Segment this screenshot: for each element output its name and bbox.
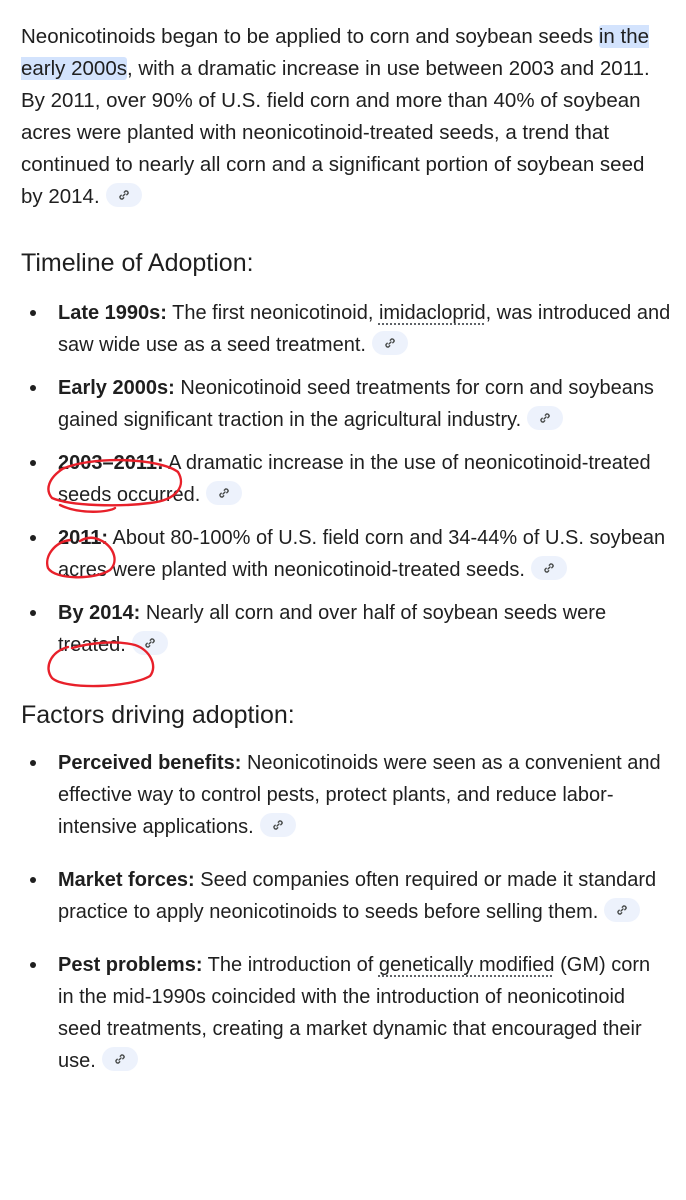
timeline-label: 2011:: [58, 527, 109, 549]
response-content: [21, 21, 671, 1077]
source-link-button[interactable]: [531, 556, 567, 580]
source-link-button[interactable]: [102, 1047, 138, 1071]
source-link-button[interactable]: [106, 183, 142, 207]
link-icon: [539, 412, 551, 424]
factor-text: (GM) corn in the mid-1990s coincided with the introduction of neonicotinoid seed treatments, creating a market dynamic that encouraged their use.: [58, 954, 651, 1072]
glossary-term-link[interactable]: imidacloprid: [378, 302, 486, 324]
factor-text: Neonicotinoids were seen as a convenient and effective way to control pests, protect plants, and reduce labor-intensive applications.: [58, 752, 661, 838]
link-icon: [543, 562, 555, 574]
glossary-term-link[interactable]: genetically modified: [378, 954, 555, 976]
link-icon: [114, 1053, 126, 1065]
timeline-text: , was introduced and saw wide use as a seed treatment.: [58, 302, 671, 356]
highlighted-text: in the early 2000s: [21, 25, 649, 80]
source-link-button[interactable]: [604, 898, 640, 922]
timeline-text: The first neonicotinoid,: [166, 302, 379, 324]
intro-text-before: Neonicotinoids began to be applied to corn and soybean seeds: [21, 25, 599, 48]
bullet: [30, 310, 36, 316]
factor-label: Pest problems:: [58, 954, 203, 976]
source-link-button[interactable]: [372, 331, 408, 355]
source-link-button[interactable]: [260, 813, 296, 837]
bullet: [30, 535, 36, 541]
factor-text: The introduction of: [202, 954, 379, 976]
timeline-text: Nearly all corn and over half of soybean seeds were treated.: [58, 602, 607, 656]
timeline-heading: Timeline of Adoption:: [21, 249, 254, 277]
timeline-text: A dramatic increase in the use of neonicotinoid-treated seeds occurred.: [58, 452, 651, 506]
factor-item: [21, 949, 671, 1077]
link-icon: [144, 637, 156, 649]
factor-item: [21, 747, 671, 843]
timeline-item: [21, 297, 671, 361]
bullet: [30, 610, 36, 616]
intro-paragraph: [21, 21, 671, 213]
source-link-button[interactable]: [206, 481, 242, 505]
bullet: [30, 877, 36, 883]
link-icon: [616, 904, 628, 916]
factor-text: Seed companies often required or made it standard practice to apply neonicotinoids to seeds before selling them.: [58, 869, 657, 923]
timeline-text: Neonicotinoid seed treatments for corn and soybeans gained significant traction in the agricultural industry.: [58, 377, 654, 431]
intro-text-after: , with a dramatic increase in use between 2003 and 2011. By 2011, over 90% of U.S. field corn and more than 40% of soybean acres were planted with neonicotinoid-treated seeds, a trend that continued to nearly all corn and a significant portion of soybean seed by 2014.: [21, 57, 650, 208]
bullet: [30, 385, 36, 391]
factors-list: [21, 747, 671, 1077]
bullet: [30, 760, 36, 766]
timeline-item: [21, 597, 671, 661]
factor-label: Market forces:: [58, 869, 195, 891]
source-link-button[interactable]: [132, 631, 168, 655]
link-icon: [384, 337, 396, 349]
timeline-label: Early 2000s:: [58, 377, 175, 399]
timeline-item: [21, 372, 671, 436]
link-icon: [218, 487, 230, 499]
factor-item: [21, 864, 671, 928]
timeline-label: Late 1990s:: [58, 302, 167, 324]
timeline-item: [21, 522, 671, 586]
factors-heading: Factors driving adoption:: [21, 701, 295, 729]
source-link-button[interactable]: [527, 406, 563, 430]
timeline-label: 2003–2011:: [58, 452, 164, 474]
bullet: [30, 962, 36, 968]
bullet: [30, 460, 36, 466]
timeline-list: [21, 297, 671, 661]
factor-label: Perceived benefits:: [58, 752, 242, 774]
link-icon: [118, 189, 130, 201]
link-icon: [272, 819, 284, 831]
timeline-text: About 80-100% of U.S. field corn and 34-44% of U.S. soybean acres were planted with neonicotinoid-treated seeds.: [58, 527, 666, 581]
timeline-label: By 2014:: [58, 602, 141, 624]
timeline-item: [21, 447, 671, 511]
